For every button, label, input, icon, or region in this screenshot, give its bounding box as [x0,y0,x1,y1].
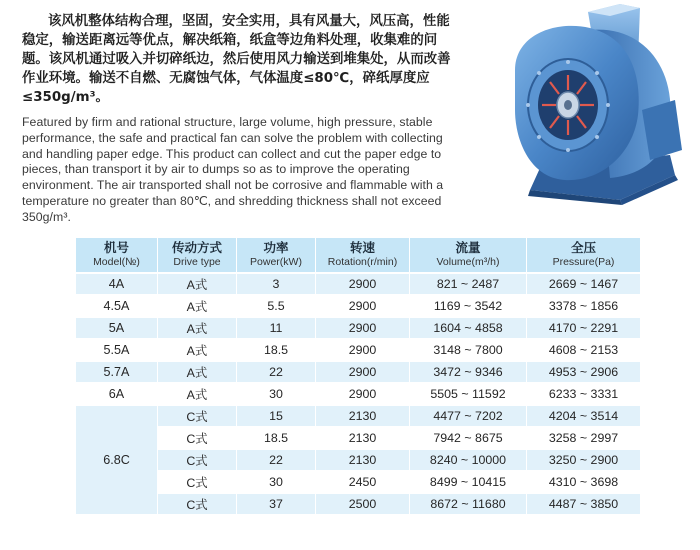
cell-drive: A式 [158,296,237,316]
cell-volume: 821 ~ 2487 [410,274,527,294]
cell-model: 5A [76,318,158,338]
cell-rotation: 2900 [316,318,410,338]
header-rotation: 转速 Rotation(r/min) [316,238,410,272]
cell-volume: 3148 ~ 7800 [410,340,527,360]
table-row [76,472,641,492]
table-row [76,318,641,338]
cell-drive: A式 [158,318,237,338]
cell-rotation: 2900 [316,274,410,294]
cell-model: 6A [76,384,158,404]
cell-pressure: 4608 ~ 2153 [527,340,641,360]
header-model: 机号 Model(№) [76,238,158,272]
cell-power: 30 [237,384,316,404]
cell-rotation: 2130 [316,450,410,470]
table-row [76,406,641,426]
header-pressure: 全压 Pressure(Pa) [527,238,641,272]
table-row [76,362,641,382]
cell-power: 11 [237,318,316,338]
cell-volume: 8499 ~ 10415 [410,472,527,492]
cell-pressure: 3258 ~ 2997 [527,428,641,448]
cell-power: 18.5 [237,428,316,448]
cell-power: 3 [237,274,316,294]
cell-power: 18.5 [237,340,316,360]
cell-power: 22 [237,362,316,382]
description-chinese: 该风机整体结构合理，坚固，安全实用，具有风量大，风压高，性能稳定，输送距离远等优点，解决纸箱，纸盒等边角料处理，收集难的问题。该风机通过吸入并切碎纸边，然后使用风力输送到堆集处，从而改善作业环境。输送不自燃、无腐蚀气体，气体温度≤80℃，碎纸厚度应≤350g/m³。 [22,14,451,105]
cell-pressure: 4204 ~ 3514 [527,406,641,426]
cell-rotation: 2900 [316,340,410,360]
cell-pressure: 2669 ~ 1467 [527,274,641,294]
cell-volume: 8672 ~ 11680 [410,494,527,514]
cell-volume: 5505 ~ 11592 [410,384,527,404]
cell-drive: C式 [158,494,237,514]
fan-spec-table [76,236,641,516]
header-drive-type: 传动方式 Drive type [158,238,237,272]
cell-pressure: 3250 ~ 2900 [527,450,641,470]
table-row [76,450,641,470]
header-power: 功率 Power(kW) [237,238,316,272]
cell-rotation: 2900 [316,384,410,404]
cell-drive: A式 [158,274,237,294]
cell-pressure: 4310 ~ 3698 [527,472,641,492]
cell-power: 37 [237,494,316,514]
cell-pressure: 4953 ~ 2906 [527,362,641,382]
cell-volume: 7942 ~ 8675 [410,428,527,448]
cell-power: 15 [237,406,316,426]
cell-drive: C式 [158,450,237,470]
cell-pressure: 4170 ~ 2291 [527,318,641,338]
table-row [76,296,641,316]
cell-pressure: 4487 ~ 3850 [527,494,641,514]
cell-volume: 8240 ~ 10000 [410,450,527,470]
description-english: Featured by firm and rational structure, large volume, high pressure, stable performance, the safe and practical fan can solve the problem with collecting and handling paper edge. This product can collect and cut the paper edge to pieces, than transport it by air to dumps so as to improve the operating environment. The air transported shall not be corrosive and flammable with a temperature no greater than 80℃, and shredding thickness shall not exceed 350g/m³. [22,115,444,224]
header-volume: 流量 Volume(m³/h) [410,238,527,272]
table-row [76,428,641,448]
cell-power: 22 [237,450,316,470]
cell-volume: 3472 ~ 9346 [410,362,527,382]
table-row [76,274,641,294]
cell-model: 5.5A [76,340,158,360]
table-row [76,494,641,514]
cell-rotation: 2900 [316,296,410,316]
cell-rotation: 2450 [316,472,410,492]
cell-drive: C式 [158,472,237,492]
cell-volume: 1169 ~ 3542 [410,296,527,316]
cell-pressure: 6233 ~ 3331 [527,384,641,404]
cell-model: 5.7A [76,362,158,382]
cell-power: 30 [237,472,316,492]
cell-power: 5.5 [237,296,316,316]
table-header-row [76,238,641,272]
cell-model: 4.5A [76,296,158,316]
cell-rotation: 2900 [316,362,410,382]
table-row [76,340,641,360]
cell-drive: A式 [158,384,237,404]
cell-volume: 1604 ~ 4858 [410,318,527,338]
cell-rotation: 2130 [316,428,410,448]
centrifugal-fan-image [470,0,700,205]
cell-model: 4A [76,274,158,294]
cell-rotation: 2500 [316,494,410,514]
cell-pressure: 3378 ~ 1856 [527,296,641,316]
cell-drive: C式 [158,406,237,426]
cell-drive: A式 [158,362,237,382]
cell-drive: C式 [158,428,237,448]
cell-model-group: 6.8C [76,406,158,514]
table-row [76,384,641,404]
cell-rotation: 2130 [316,406,410,426]
cell-drive: A式 [158,340,237,360]
cell-volume: 4477 ~ 7202 [410,406,527,426]
